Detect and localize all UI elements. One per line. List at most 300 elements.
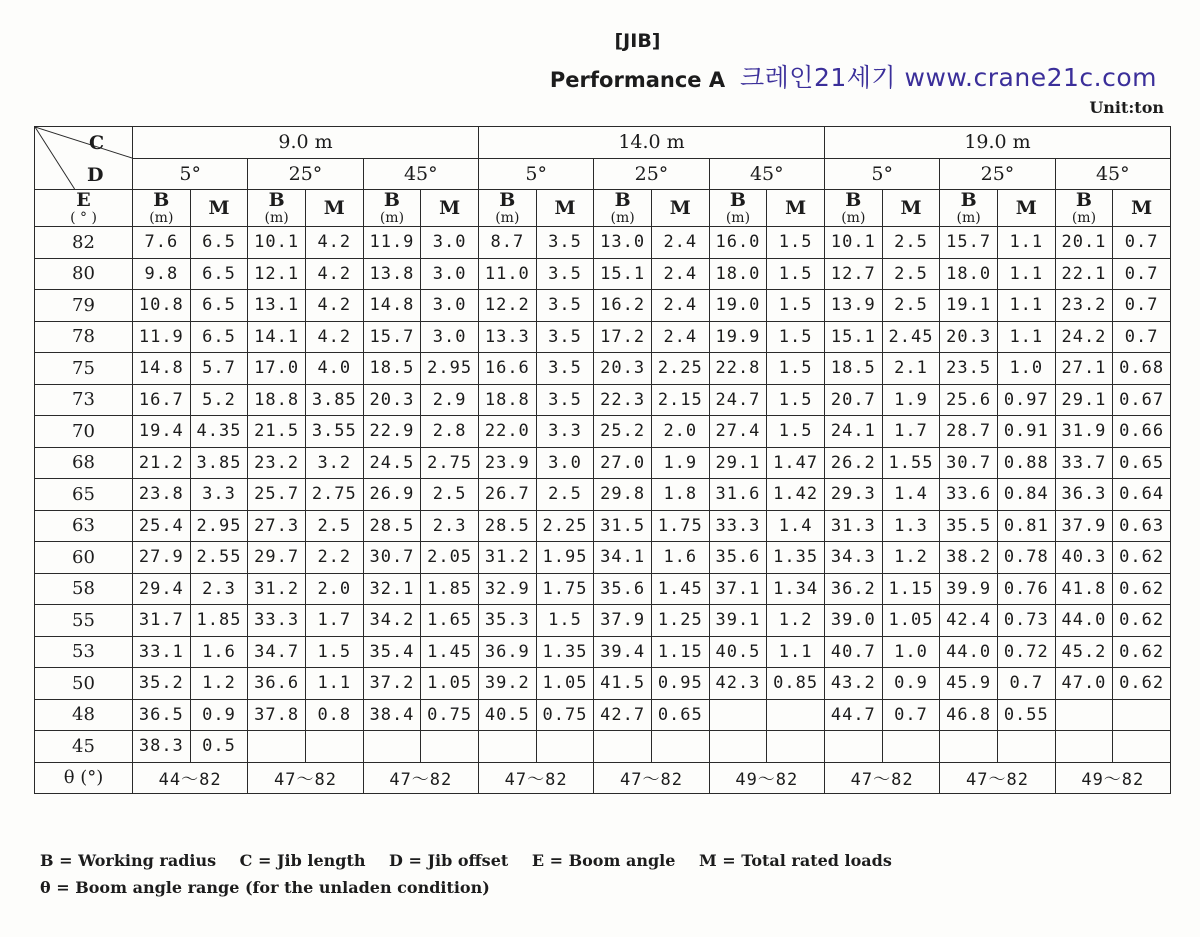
boom-angle-cell: 63 (35, 510, 133, 542)
load-cell: 2.15 (651, 384, 709, 416)
label-c: C (89, 132, 105, 154)
table-row (35, 416, 1171, 448)
table-row (35, 573, 1171, 605)
load-cell: 4.2 (305, 227, 363, 259)
load-chart-table (34, 126, 1171, 794)
load-cell: 3.5 (536, 321, 594, 353)
radius-cell: 25.7 (248, 479, 306, 511)
radius-cell: 42.7 (594, 699, 652, 731)
load-header (536, 190, 594, 227)
load-cell: 1.45 (651, 573, 709, 605)
load-cell: 2.75 (305, 479, 363, 511)
radius-header-unit: (m) (264, 210, 289, 226)
radius-cell (940, 731, 998, 763)
radius-cell: 22.8 (709, 353, 767, 385)
boom-angle-cell: 53 (35, 636, 133, 668)
radius-header (594, 190, 652, 227)
boom-angle-cell: 68 (35, 447, 133, 479)
radius-cell: 34.1 (594, 542, 652, 574)
radius-cell: 31.2 (479, 542, 537, 574)
radius-cell: 15.7 (940, 227, 998, 259)
angle-range-cell: 47〜82 (363, 762, 478, 794)
load-cell: 0.76 (997, 573, 1055, 605)
radius-cell: 14.8 (363, 290, 421, 322)
radius-cell: 23.2 (1055, 290, 1113, 322)
radius-cell: 34.7 (248, 636, 306, 668)
load-cell: 0.97 (997, 384, 1055, 416)
table-row (35, 542, 1171, 574)
load-cell: 1.47 (767, 447, 825, 479)
boom-angle-cell: 50 (35, 668, 133, 700)
angle-range-cell: 49〜82 (709, 762, 824, 794)
radius-cell: 8.7 (479, 227, 537, 259)
radius-cell: 7.6 (133, 227, 191, 259)
radius-cell: 31.5 (594, 510, 652, 542)
radius-cell: 43.2 (825, 668, 883, 700)
radius-cell: 33.3 (248, 605, 306, 637)
load-cell: 1.25 (651, 605, 709, 637)
legend-c: C = Jib length (239, 851, 366, 870)
load-cell: 1.5 (767, 290, 825, 322)
load-cell: 3.85 (305, 384, 363, 416)
load-cell: 3.5 (536, 227, 594, 259)
legend-m: M = Total rated loads (698, 851, 892, 870)
radius-cell: 40.3 (1055, 542, 1113, 574)
radius-cell: 31.2 (248, 573, 306, 605)
radius-cell: 11.0 (479, 258, 537, 290)
load-cell: 0.62 (1113, 668, 1171, 700)
radius-cell: 44.7 (825, 699, 883, 731)
jib-offset-row (35, 158, 1171, 190)
offset-cell: 25° (940, 158, 1055, 190)
table-row (35, 668, 1171, 700)
load-cell: 2.5 (882, 227, 940, 259)
radius-cell: 26.7 (479, 479, 537, 511)
load-cell: 1.5 (767, 353, 825, 385)
radius-header-unit: (m) (495, 210, 520, 226)
load-cell: 0.75 (536, 699, 594, 731)
load-cell: 1.5 (767, 227, 825, 259)
load-cell: 0.81 (997, 510, 1055, 542)
radius-cell: 12.1 (248, 258, 306, 290)
radius-cell: 36.2 (825, 573, 883, 605)
radius-cell: 31.9 (1055, 416, 1113, 448)
load-cell: 0.88 (997, 447, 1055, 479)
boom-angle-cell: 60 (35, 542, 133, 574)
radius-cell: 18.8 (479, 384, 537, 416)
load-cell: 1.3 (882, 510, 940, 542)
angle-range-cell: 47〜82 (825, 762, 940, 794)
load-cell: 3.0 (421, 290, 479, 322)
radius-header-label: B (268, 189, 285, 211)
table-row (35, 479, 1171, 511)
load-cell (1113, 731, 1171, 763)
table-row (35, 605, 1171, 637)
load-cell: 6.5 (190, 258, 248, 290)
load-cell: 1.7 (305, 605, 363, 637)
radius-header (825, 190, 883, 227)
boom-angle-cell: 75 (35, 353, 133, 385)
jib-length-9: 9.0 m (133, 127, 479, 159)
radius-header-label: B (1075, 189, 1092, 211)
angle-range-cell: 47〜82 (940, 762, 1055, 794)
radius-header-unit: (m) (1071, 210, 1097, 226)
radius-cell: 32.1 (363, 573, 421, 605)
load-header (305, 190, 363, 227)
load-cell: 0.72 (997, 636, 1055, 668)
radius-cell: 10.8 (133, 290, 191, 322)
section-label: [JIB] (614, 30, 661, 52)
load-cell: 1.1 (997, 290, 1055, 322)
load-cell: 0.75 (421, 699, 479, 731)
load-cell: 0.68 (1113, 353, 1171, 385)
radius-cell: 31.6 (709, 479, 767, 511)
load-cell: 2.95 (421, 353, 479, 385)
radius-cell: 10.1 (248, 227, 306, 259)
radius-cell: 31.3 (825, 510, 883, 542)
radius-cell: 35.5 (940, 510, 998, 542)
load-cell (536, 731, 594, 763)
table-row (35, 636, 1171, 668)
load-cell: 5.2 (190, 384, 248, 416)
load-cell: 3.3 (190, 479, 248, 511)
boom-angle-cell: 45 (35, 731, 133, 763)
load-cell: 2.5 (882, 258, 940, 290)
radius-cell: 25.6 (940, 384, 998, 416)
table-row (35, 227, 1171, 259)
radius-header-unit: (m) (956, 210, 981, 226)
radius-cell: 20.3 (363, 384, 421, 416)
radius-cell: 17.0 (248, 353, 306, 385)
load-header (1113, 190, 1171, 227)
radius-cell: 37.9 (594, 605, 652, 637)
radius-cell: 18.8 (248, 384, 306, 416)
table-row (35, 510, 1171, 542)
jib-length-14: 14.0 m (479, 127, 825, 159)
load-header-label: M (208, 197, 230, 219)
load-cell: 2.1 (882, 353, 940, 385)
radius-cell: 35.6 (594, 573, 652, 605)
radius-cell: 26.2 (825, 447, 883, 479)
radius-cell: 14.1 (248, 321, 306, 353)
radius-cell (363, 731, 421, 763)
radius-cell: 34.2 (363, 605, 421, 637)
radius-cell: 30.7 (363, 542, 421, 574)
load-cell: 0.78 (997, 542, 1055, 574)
load-cell: 1.42 (767, 479, 825, 511)
radius-cell: 22.1 (1055, 258, 1113, 290)
radius-cell: 36.6 (248, 668, 306, 700)
load-cell: 2.0 (651, 416, 709, 448)
radius-cell: 14.8 (133, 353, 191, 385)
radius-cell: 13.8 (363, 258, 421, 290)
load-cell: 0.62 (1113, 542, 1171, 574)
table-row (35, 447, 1171, 479)
angle-range-row (35, 762, 1171, 794)
radius-cell: 19.4 (133, 416, 191, 448)
load-cell: 0.7 (1113, 321, 1171, 353)
radius-cell: 39.1 (709, 605, 767, 637)
radius-cell (248, 731, 306, 763)
radius-cell: 13.0 (594, 227, 652, 259)
boom-angle-cell: 82 (35, 227, 133, 259)
load-cell (651, 731, 709, 763)
boom-angle-cell: 80 (35, 258, 133, 290)
radius-cell: 29.7 (248, 542, 306, 574)
angle-range-label: θ (°) (35, 762, 133, 794)
load-cell: 1.15 (882, 573, 940, 605)
load-cell: 1.9 (882, 384, 940, 416)
load-cell: 4.2 (305, 290, 363, 322)
load-cell: 3.0 (421, 258, 479, 290)
load-cell: 0.64 (1113, 479, 1171, 511)
load-cell: 3.5 (536, 290, 594, 322)
radius-cell: 15.7 (363, 321, 421, 353)
load-header (882, 190, 940, 227)
load-cell: 1.5 (767, 321, 825, 353)
radius-cell: 20.3 (594, 353, 652, 385)
load-cell: 1.05 (536, 668, 594, 700)
label-e: E (76, 189, 91, 211)
radius-header-unit: (m) (610, 210, 635, 226)
load-cell: 1.9 (651, 447, 709, 479)
radius-cell: 28.7 (940, 416, 998, 448)
load-cell: 5.7 (190, 353, 248, 385)
table-row (35, 699, 1171, 731)
radius-cell: 36.5 (133, 699, 191, 731)
radius-cell: 23.8 (133, 479, 191, 511)
legend-line-1 (40, 851, 910, 870)
table-row (35, 353, 1171, 385)
radius-cell: 42.4 (940, 605, 998, 637)
load-cell: 1.4 (767, 510, 825, 542)
radius-cell: 37.1 (709, 573, 767, 605)
radius-cell: 13.9 (825, 290, 883, 322)
load-cell: 1.2 (190, 668, 248, 700)
column-header-row (35, 190, 1171, 227)
radius-cell: 35.2 (133, 668, 191, 700)
radius-cell: 10.1 (825, 227, 883, 259)
load-cell: 2.4 (651, 258, 709, 290)
unit-label: Unit:ton (1089, 98, 1164, 117)
table-row (35, 321, 1171, 353)
radius-cell: 13.1 (248, 290, 306, 322)
load-cell: 3.5 (536, 384, 594, 416)
boom-angle-cell: 73 (35, 384, 133, 416)
radius-cell (709, 699, 767, 731)
load-cell: 3.55 (305, 416, 363, 448)
radius-cell: 39.0 (825, 605, 883, 637)
radius-cell: 33.7 (1055, 447, 1113, 479)
load-cell: 2.95 (190, 510, 248, 542)
load-cell: 4.0 (305, 353, 363, 385)
offset-cell: 5° (825, 158, 940, 190)
load-cell: 1.95 (536, 542, 594, 574)
radius-cell: 20.7 (825, 384, 883, 416)
radius-header-unit: (m) (149, 210, 174, 226)
load-cell: 1.05 (421, 668, 479, 700)
load-cell: 0.9 (882, 668, 940, 700)
radius-header (248, 190, 306, 227)
load-cell (997, 731, 1055, 763)
load-cell: 0.73 (997, 605, 1055, 637)
radius-cell: 21.5 (248, 416, 306, 448)
load-cell: 2.2 (305, 542, 363, 574)
legend-line-2: θ = Boom angle range (for the unladen condition) (40, 878, 490, 897)
load-cell: 1.5 (767, 384, 825, 416)
load-cell: 2.55 (190, 542, 248, 574)
load-cell: 4.2 (305, 321, 363, 353)
load-cell: 1.0 (882, 636, 940, 668)
radius-cell: 15.1 (594, 258, 652, 290)
radius-cell: 27.0 (594, 447, 652, 479)
load-cell: 2.8 (421, 416, 479, 448)
load-cell: 1.75 (536, 573, 594, 605)
radius-cell: 42.3 (709, 668, 767, 700)
radius-cell: 27.9 (133, 542, 191, 574)
load-cell: 1.6 (651, 542, 709, 574)
load-cell: 2.05 (421, 542, 479, 574)
load-cell: 0.67 (1113, 384, 1171, 416)
load-cell: 0.91 (997, 416, 1055, 448)
load-cell: 0.62 (1113, 605, 1171, 637)
load-cell: 2.0 (305, 573, 363, 605)
radius-header-label: B (729, 189, 746, 211)
radius-header-unit: (m) (379, 210, 405, 226)
load-cell: 3.85 (190, 447, 248, 479)
load-cell (1113, 699, 1171, 731)
radius-cell: 37.8 (248, 699, 306, 731)
radius-cell: 18.0 (709, 258, 767, 290)
radius-header (363, 190, 421, 227)
load-cell: 1.2 (882, 542, 940, 574)
boom-angle-cell: 48 (35, 699, 133, 731)
load-cell: 0.8 (305, 699, 363, 731)
load-cell: 1.8 (651, 479, 709, 511)
radius-cell: 12.2 (479, 290, 537, 322)
load-cell: 3.3 (536, 416, 594, 448)
load-cell: 2.75 (421, 447, 479, 479)
radius-cell: 29.1 (1055, 384, 1113, 416)
jib-length-row (35, 127, 1171, 159)
radius-cell: 39.9 (940, 573, 998, 605)
load-cell: 0.95 (651, 668, 709, 700)
radius-cell: 33.1 (133, 636, 191, 668)
radius-cell: 45.9 (940, 668, 998, 700)
corner-header-cell (35, 127, 133, 190)
radius-cell: 33.6 (940, 479, 998, 511)
radius-cell: 18.5 (363, 353, 421, 385)
load-cell: 1.05 (882, 605, 940, 637)
load-cell: 0.7 (997, 668, 1055, 700)
radius-cell: 35.4 (363, 636, 421, 668)
load-cell: 6.5 (190, 321, 248, 353)
radius-cell: 24.2 (1055, 321, 1113, 353)
boom-angle-cell: 55 (35, 605, 133, 637)
table-row (35, 290, 1171, 322)
load-cell: 2.25 (536, 510, 594, 542)
radius-cell: 45.2 (1055, 636, 1113, 668)
load-cell: 2.5 (421, 479, 479, 511)
radius-cell: 23.5 (940, 353, 998, 385)
radius-cell: 16.6 (479, 353, 537, 385)
load-cell: 6.5 (190, 227, 248, 259)
load-cell: 3.0 (421, 227, 479, 259)
offset-cell: 5° (479, 158, 594, 190)
radius-cell: 30.7 (940, 447, 998, 479)
load-header (651, 190, 709, 227)
radius-cell: 11.9 (363, 227, 421, 259)
load-cell: 2.5 (305, 510, 363, 542)
table-row (35, 258, 1171, 290)
radius-cell: 27.3 (248, 510, 306, 542)
load-cell: 1.1 (997, 227, 1055, 259)
load-cell: 1.5 (305, 636, 363, 668)
radius-cell: 19.9 (709, 321, 767, 353)
load-cell: 1.0 (997, 353, 1055, 385)
radius-cell: 16.2 (594, 290, 652, 322)
load-cell: 2.25 (651, 353, 709, 385)
load-header-label: M (785, 197, 807, 219)
radius-header-label: B (153, 189, 170, 211)
load-cell: 1.55 (882, 447, 940, 479)
radius-cell: 9.8 (133, 258, 191, 290)
load-header-label: M (669, 197, 691, 219)
load-header-label: M (1131, 197, 1153, 219)
load-cell: 2.4 (651, 227, 709, 259)
radius-cell: 27.1 (1055, 353, 1113, 385)
radius-cell (709, 731, 767, 763)
load-header-label: M (900, 197, 922, 219)
radius-cell (594, 731, 652, 763)
load-cell: 6.5 (190, 290, 248, 322)
boom-angle-cell: 79 (35, 290, 133, 322)
radius-cell: 16.0 (709, 227, 767, 259)
jib-length-19: 19.0 m (825, 127, 1171, 159)
radius-cell: 40.5 (479, 699, 537, 731)
load-cell: 0.84 (997, 479, 1055, 511)
load-cell: 2.5 (536, 479, 594, 511)
radius-header-label: B (960, 189, 977, 211)
offset-cell: 45° (1055, 158, 1170, 190)
load-cell: 0.55 (997, 699, 1055, 731)
radius-cell: 34.3 (825, 542, 883, 574)
load-cell: 0.7 (882, 699, 940, 731)
page-title: Performance A (549, 68, 726, 92)
radius-header-label: B (845, 189, 862, 211)
label-d: D (87, 164, 104, 186)
radius-cell: 19.0 (709, 290, 767, 322)
radius-cell: 39.4 (594, 636, 652, 668)
radius-cell: 28.5 (363, 510, 421, 542)
load-cell: 0.85 (767, 668, 825, 700)
load-cell: 3.0 (536, 447, 594, 479)
load-cell: 1.1 (767, 636, 825, 668)
load-cell: 2.5 (882, 290, 940, 322)
radius-cell: 15.1 (825, 321, 883, 353)
angle-range-cell: 47〜82 (479, 762, 594, 794)
boom-angle-cell: 58 (35, 573, 133, 605)
load-cell: 1.5 (767, 258, 825, 290)
load-cell: 2.3 (190, 573, 248, 605)
load-cell: 3.5 (536, 353, 594, 385)
load-cell: 1.85 (421, 573, 479, 605)
boom-angle-cell: 70 (35, 416, 133, 448)
diagonal-lines (35, 127, 132, 189)
radius-cell: 38.2 (940, 542, 998, 574)
load-cell: 2.4 (651, 321, 709, 353)
load-cell: 1.1 (305, 668, 363, 700)
